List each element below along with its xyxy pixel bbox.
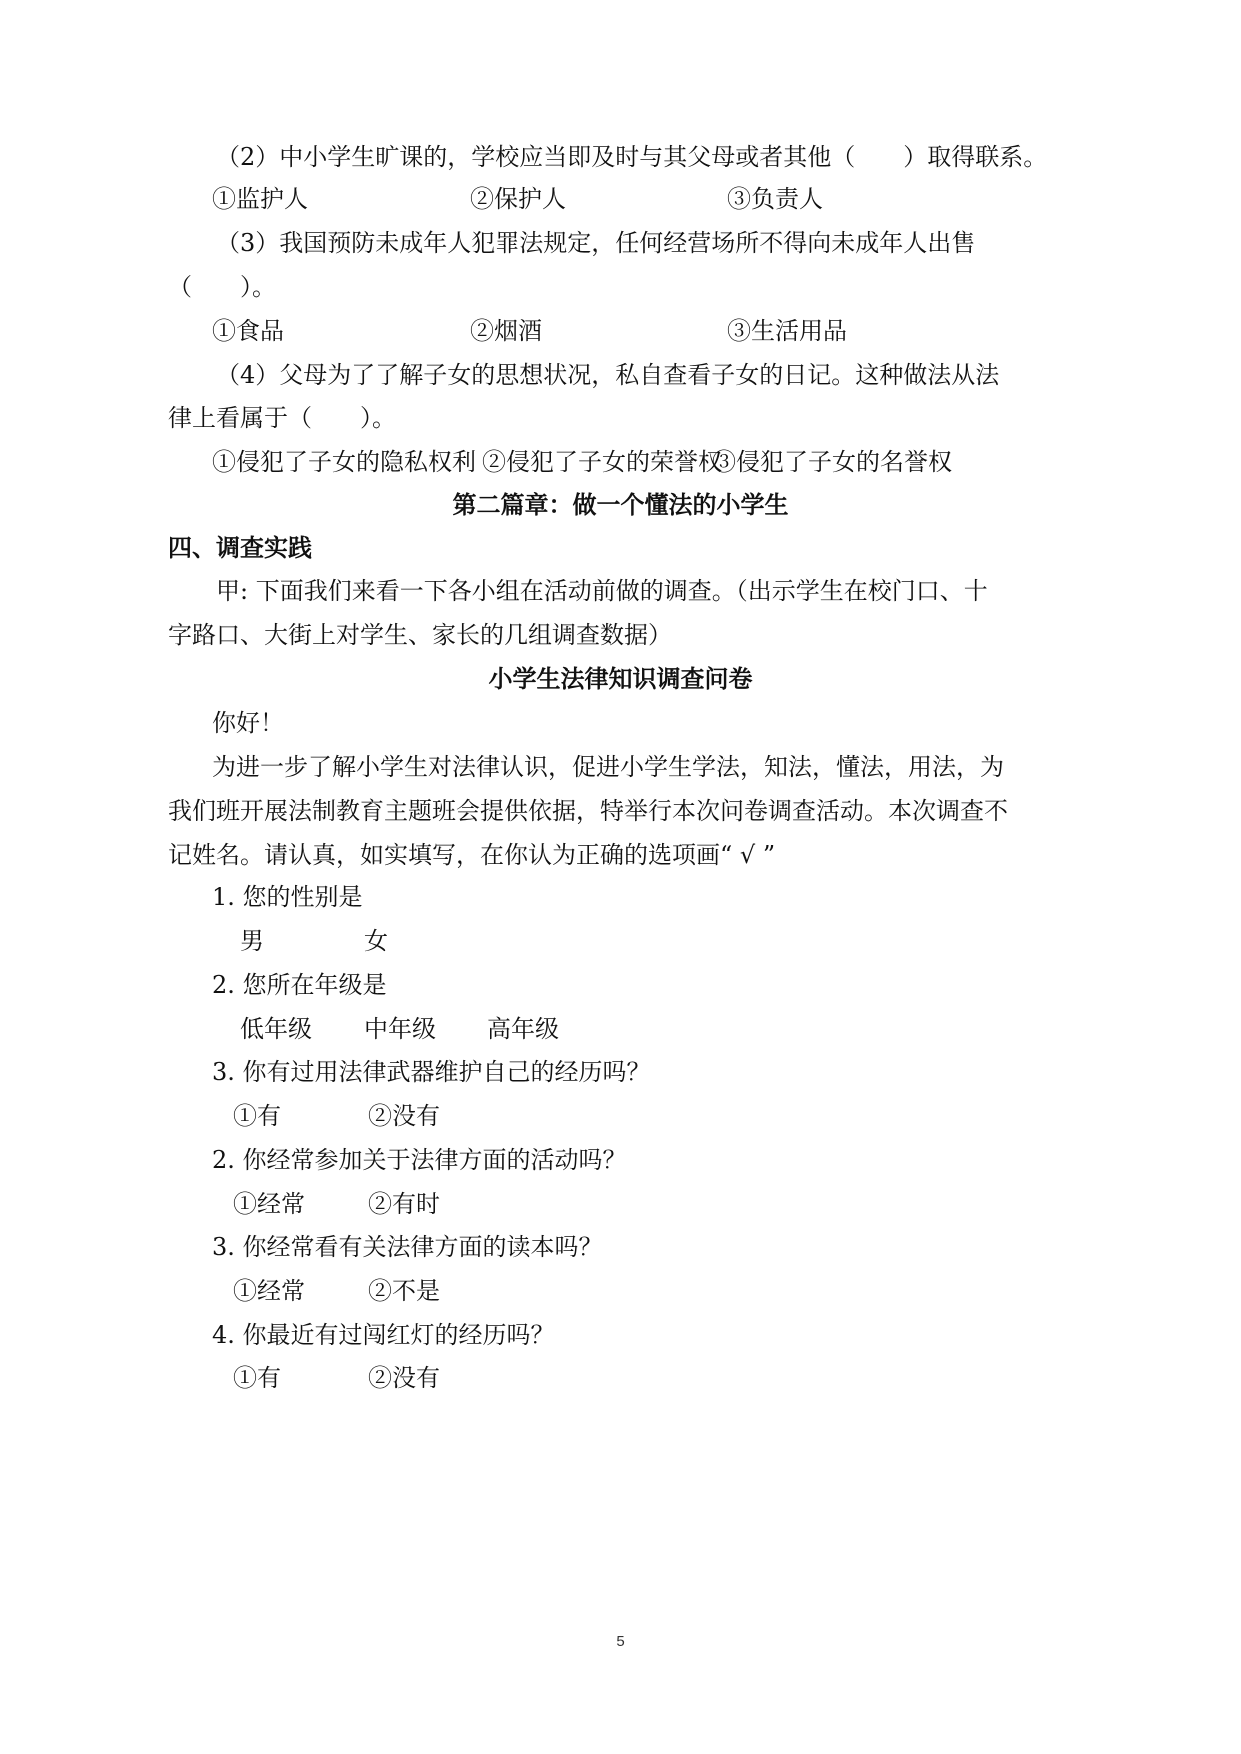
q3-option-3: ③生活用品 — [727, 317, 847, 345]
section-title: 四、调查实践 — [168, 533, 312, 562]
survey-q1-option-male[interactable]: 男 — [240, 927, 264, 955]
q4-option-2: ②侵犯了子女的荣誉权 — [482, 448, 722, 476]
page-number: 5 — [616, 1633, 625, 1650]
intro-line-2: 字路口、大街上对学生、家长的几组调查数据） — [168, 621, 672, 649]
survey-intro-line-3: 记姓名。请认真，如实填写，在你认为正确的选项画“ √ ” — [168, 841, 776, 869]
q2-option-1: ①监护人 — [212, 185, 308, 213]
survey-intro-line-1: 为进一步了解小学生对法律认识，促进小学生学法，知法，懂法，用法，为 — [212, 753, 1004, 781]
q4-stem-line1: （4）父母为了了解子女的思想状况，私自查看子女的日记。这种做法从法 — [216, 361, 1000, 389]
survey-title: 小学生法律知识调查问卷 — [488, 664, 753, 693]
survey-q6-option-2[interactable]: ②没有 — [368, 1364, 440, 1392]
survey-q4-option-1[interactable]: ①经常 — [233, 1190, 305, 1218]
q3-stem-line2: （ ）。 — [168, 273, 276, 301]
q2-option-3: ③负责人 — [727, 185, 823, 213]
survey-q2-option-3[interactable]: 高年级 — [487, 1015, 559, 1043]
q3-option-1: ①食品 — [212, 317, 284, 345]
survey-question-4: 2. 你经常参加关于法律方面的活动吗？ — [212, 1146, 627, 1174]
survey-q3-option-2[interactable]: ②没有 — [368, 1102, 440, 1130]
q4-option-3: ③侵犯了子女的名誉权 — [712, 448, 952, 476]
survey-greeting: 你好！ — [212, 709, 284, 737]
intro-line-1: 甲: 下面我们来看一下各小组在活动前做的调查。（出示学生在校门口、十 — [216, 577, 988, 605]
q2-option-2: ②保护人 — [470, 185, 566, 213]
survey-question-2: 2. 您所在年级是 — [212, 971, 387, 999]
survey-question-5: 3. 你经常看有关法律方面的读本吗？ — [212, 1233, 603, 1261]
q4-option-1: ①侵犯了子女的隐私权利 — [212, 448, 476, 476]
survey-q5-option-1[interactable]: ①经常 — [233, 1277, 305, 1305]
survey-q5-option-2[interactable]: ②不是 — [368, 1277, 440, 1305]
survey-q1-option-female[interactable]: 女 — [364, 927, 388, 955]
survey-q4-option-2[interactable]: ②有时 — [368, 1190, 440, 1218]
survey-q6-option-1[interactable]: ①有 — [233, 1364, 281, 1392]
survey-q2-option-2[interactable]: 中年级 — [364, 1015, 436, 1043]
q2-stem: （2）中小学生旷课的，学校应当即及时与其父母或者其他（ ）取得联系。 — [216, 143, 1048, 171]
survey-question-3: 3. 你有过用法律武器维护自己的经历吗？ — [212, 1058, 651, 1086]
q4-stem-line2: 律上看属于（ ）。 — [168, 404, 396, 432]
survey-q2-option-1[interactable]: 低年级 — [240, 1015, 312, 1043]
chapter-title: 第二篇章：做一个懂法的小学生 — [452, 490, 789, 519]
q3-stem-line1: （3）我国预防未成年人犯罪法规定，任何经营场所不得向未成年人出售 — [216, 229, 976, 257]
survey-question-1: 1. 您的性别是 — [212, 883, 363, 911]
survey-q3-option-1[interactable]: ①有 — [233, 1102, 281, 1130]
survey-question-6: 4. 你最近有过闯红灯的经历吗？ — [212, 1321, 555, 1349]
q3-option-2: ②烟酒 — [470, 317, 542, 345]
survey-intro-line-2: 我们班开展法制教育主题班会提供依据，特举行本次问卷调查活动。本次调查不 — [168, 797, 1008, 825]
